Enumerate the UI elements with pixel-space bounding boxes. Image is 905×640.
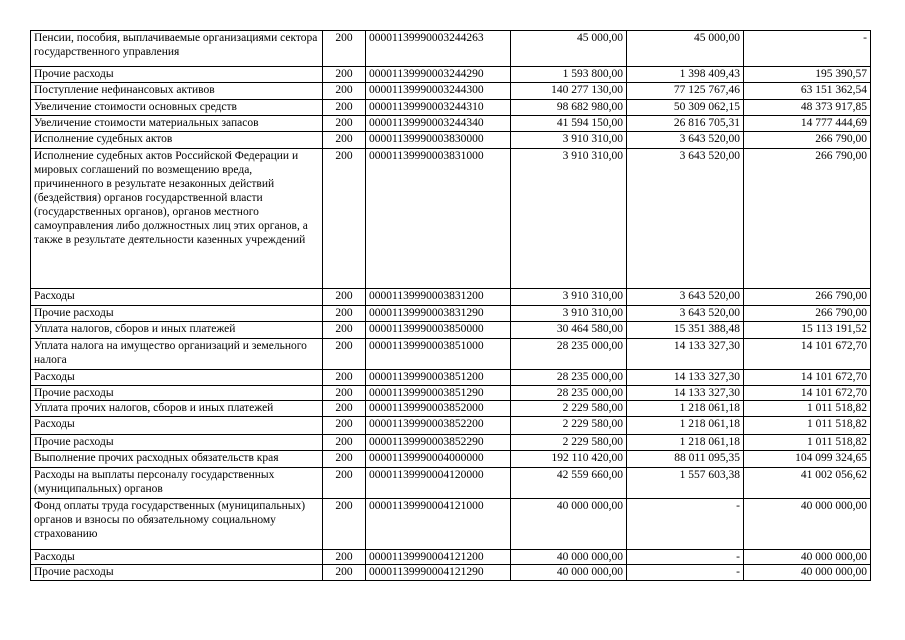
row-approved-cell: 2 229 580,00 [511, 417, 627, 435]
row-kbk-cell: 00001139990003831290 [366, 306, 511, 322]
row-executed-cell: 50 309 062,15 [627, 100, 744, 116]
row-executed-cell: 14 133 327,30 [627, 339, 744, 370]
row-executed-cell: - [627, 550, 744, 565]
row-name-cell: Поступление нефинансовых активов [31, 83, 323, 100]
row-executed-cell: 3 643 520,00 [627, 306, 744, 322]
row-code-cell: 200 [323, 417, 366, 435]
row-code-cell: 200 [323, 451, 366, 468]
row-approved-cell: 45 000,00 [511, 31, 627, 67]
row-code-cell: 200 [323, 132, 366, 149]
row-kbk-cell: 00001139990003830000 [366, 132, 511, 149]
row-unexecuted-cell: 14 101 672,70 [744, 370, 871, 386]
row-kbk-cell: 00001139990003244300 [366, 83, 511, 100]
row-unexecuted-cell: 266 790,00 [744, 149, 871, 289]
row-kbk-cell: 00001139990003851200 [366, 370, 511, 386]
row-executed-cell: 14 133 327,30 [627, 386, 744, 401]
row-executed-cell: - [627, 499, 744, 550]
row-unexecuted-cell: 104 099 324,65 [744, 451, 871, 468]
row-approved-cell: 140 277 130,00 [511, 83, 627, 100]
table-row [31, 370, 871, 386]
row-name-cell: Увеличение стоимости основных средств [31, 100, 323, 116]
row-approved-cell: 41 594 150,00 [511, 116, 627, 132]
row-approved-cell: 30 464 580,00 [511, 322, 627, 339]
row-name-cell: Выполнение прочих расходных обязательств края [31, 451, 323, 468]
row-unexecuted-cell: 48 373 917,85 [744, 100, 871, 116]
row-name-cell: Уплата прочих налогов, сборов и иных платежей [31, 401, 323, 417]
row-kbk-cell: 00001139990004121000 [366, 499, 511, 550]
row-name-cell: Прочие расходы [31, 67, 323, 83]
row-approved-cell: 3 910 310,00 [511, 306, 627, 322]
expenditure-table-body [31, 31, 871, 581]
row-executed-cell: 1 218 061,18 [627, 417, 744, 435]
row-unexecuted-cell: 63 151 362,54 [744, 83, 871, 100]
table-row [31, 339, 871, 370]
row-name-cell: Расходы [31, 289, 323, 306]
table-row [31, 100, 871, 116]
row-kbk-cell: 00001139990004120000 [366, 468, 511, 499]
row-unexecuted-cell: 15 113 191,52 [744, 322, 871, 339]
row-code-cell: 200 [323, 550, 366, 565]
row-name-cell: Расходы [31, 550, 323, 565]
row-name-cell: Расходы на выплаты персоналу государственных (муниципальных) органов [31, 468, 323, 499]
row-name-cell: Уплата налогов, сборов и иных платежей [31, 322, 323, 339]
row-unexecuted-cell: 1 011 518,82 [744, 417, 871, 435]
row-kbk-cell: 00001139990003244263 [366, 31, 511, 67]
row-executed-cell: 3 643 520,00 [627, 149, 744, 289]
row-approved-cell: 28 235 000,00 [511, 339, 627, 370]
row-approved-cell: 42 559 660,00 [511, 468, 627, 499]
row-unexecuted-cell: 195 390,57 [744, 67, 871, 83]
row-kbk-cell: 00001139990003851290 [366, 386, 511, 401]
table-row [31, 401, 871, 417]
row-unexecuted-cell: 1 011 518,82 [744, 401, 871, 417]
row-approved-cell: 40 000 000,00 [511, 565, 627, 581]
row-code-cell: 200 [323, 401, 366, 417]
row-kbk-cell: 00001139990003852290 [366, 435, 511, 451]
row-unexecuted-cell: 266 790,00 [744, 132, 871, 149]
row-approved-cell: 2 229 580,00 [511, 401, 627, 417]
row-unexecuted-cell: 41 002 056,62 [744, 468, 871, 499]
row-name-cell: Расходы [31, 370, 323, 386]
table-row [31, 31, 871, 67]
table-row [31, 149, 871, 289]
row-kbk-cell: 00001139990003852200 [366, 417, 511, 435]
row-name-cell: Прочие расходы [31, 565, 323, 581]
row-executed-cell: 15 351 388,48 [627, 322, 744, 339]
table-row [31, 132, 871, 149]
row-name-cell: Прочие расходы [31, 306, 323, 322]
row-code-cell: 200 [323, 435, 366, 451]
row-unexecuted-cell: 14 777 444,69 [744, 116, 871, 132]
row-name-cell: Исполнение судебных актов [31, 132, 323, 149]
row-code-cell: 200 [323, 370, 366, 386]
table-row [31, 116, 871, 132]
table-row [31, 386, 871, 401]
row-kbk-cell: 00001139990003831200 [366, 289, 511, 306]
row-code-cell: 200 [323, 149, 366, 289]
row-executed-cell: - [627, 565, 744, 581]
row-code-cell: 200 [323, 31, 366, 67]
table-row [31, 468, 871, 499]
row-unexecuted-cell: 40 000 000,00 [744, 565, 871, 581]
table-row [31, 417, 871, 435]
row-executed-cell: 3 643 520,00 [627, 289, 744, 306]
row-name-cell: Уплата налога на имущество организаций и земельного налога [31, 339, 323, 370]
row-code-cell: 200 [323, 468, 366, 499]
row-name-cell: Фонд оплаты труда государственных (муниципальных) органов и взносы по обязательному социальному страхованию [31, 499, 323, 550]
row-unexecuted-cell: 1 011 518,82 [744, 435, 871, 451]
row-approved-cell: 40 000 000,00 [511, 550, 627, 565]
row-approved-cell: 2 229 580,00 [511, 435, 627, 451]
row-approved-cell: 40 000 000,00 [511, 499, 627, 550]
row-code-cell: 200 [323, 499, 366, 550]
row-executed-cell: 1 557 603,38 [627, 468, 744, 499]
row-code-cell: 200 [323, 67, 366, 83]
row-approved-cell: 98 682 980,00 [511, 100, 627, 116]
row-name-cell: Пенсии, пособия, выплачиваемые организациями сектора государственного управления [31, 31, 323, 67]
row-executed-cell: 1 218 061,18 [627, 435, 744, 451]
row-executed-cell: 14 133 327,30 [627, 370, 744, 386]
table-row [31, 306, 871, 322]
row-executed-cell: 1 398 409,43 [627, 67, 744, 83]
row-kbk-cell: 00001139990003850000 [366, 322, 511, 339]
row-approved-cell: 3 910 310,00 [511, 289, 627, 306]
row-kbk-cell: 00001139990004121290 [366, 565, 511, 581]
row-executed-cell: 26 816 705,31 [627, 116, 744, 132]
row-kbk-cell: 00001139990003831000 [366, 149, 511, 289]
row-code-cell: 200 [323, 322, 366, 339]
row-executed-cell: 45 000,00 [627, 31, 744, 67]
row-executed-cell: 1 218 061,18 [627, 401, 744, 417]
row-kbk-cell: 00001139990004121200 [366, 550, 511, 565]
table-row [31, 289, 871, 306]
row-kbk-cell: 00001139990003244340 [366, 116, 511, 132]
row-unexecuted-cell: 266 790,00 [744, 289, 871, 306]
row-name-cell: Прочие расходы [31, 435, 323, 451]
table-row [31, 435, 871, 451]
row-kbk-cell: 00001139990003244310 [366, 100, 511, 116]
row-code-cell: 200 [323, 289, 366, 306]
table-row [31, 67, 871, 83]
row-code-cell: 200 [323, 306, 366, 322]
row-unexecuted-cell: 40 000 000,00 [744, 499, 871, 550]
row-executed-cell: 3 643 520,00 [627, 132, 744, 149]
row-executed-cell: 77 125 767,46 [627, 83, 744, 100]
row-kbk-cell: 00001139990004000000 [366, 451, 511, 468]
row-name-cell: Расходы [31, 417, 323, 435]
row-unexecuted-cell: 40 000 000,00 [744, 550, 871, 565]
table-row [31, 565, 871, 581]
row-executed-cell: 88 011 095,35 [627, 451, 744, 468]
row-approved-cell: 28 235 000,00 [511, 386, 627, 401]
row-name-cell: Исполнение судебных актов Российской Федерации и мировых соглашений по возмещению вреда, причиненного в результате незаконных действий (бездействия) органов государственной власти (государственных органов), органов местного самоуправления либо должностных лиц этих органов, а также в результате деятельности казенных учреждений [31, 149, 323, 289]
row-kbk-cell: 00001139990003851000 [366, 339, 511, 370]
row-code-cell: 200 [323, 386, 366, 401]
row-kbk-cell: 00001139990003244290 [366, 67, 511, 83]
row-code-cell: 200 [323, 116, 366, 132]
row-approved-cell: 28 235 000,00 [511, 370, 627, 386]
table-row [31, 550, 871, 565]
table-row [31, 83, 871, 100]
row-code-cell: 200 [323, 83, 366, 100]
table-row [31, 451, 871, 468]
row-code-cell: 200 [323, 100, 366, 116]
row-unexecuted-cell: 266 790,00 [744, 306, 871, 322]
row-approved-cell: 192 110 420,00 [511, 451, 627, 468]
row-code-cell: 200 [323, 339, 366, 370]
row-unexecuted-cell: - [744, 31, 871, 67]
row-approved-cell: 3 910 310,00 [511, 149, 627, 289]
row-code-cell: 200 [323, 565, 366, 581]
table-row [31, 499, 871, 550]
row-name-cell: Прочие расходы [31, 386, 323, 401]
row-approved-cell: 1 593 800,00 [511, 67, 627, 83]
row-unexecuted-cell: 14 101 672,70 [744, 386, 871, 401]
row-name-cell: Увеличение стоимости материальных запасов [31, 116, 323, 132]
row-kbk-cell: 00001139990003852000 [366, 401, 511, 417]
row-approved-cell: 3 910 310,00 [511, 132, 627, 149]
row-unexecuted-cell: 14 101 672,70 [744, 339, 871, 370]
expenditure-table [30, 30, 871, 581]
table-row [31, 322, 871, 339]
